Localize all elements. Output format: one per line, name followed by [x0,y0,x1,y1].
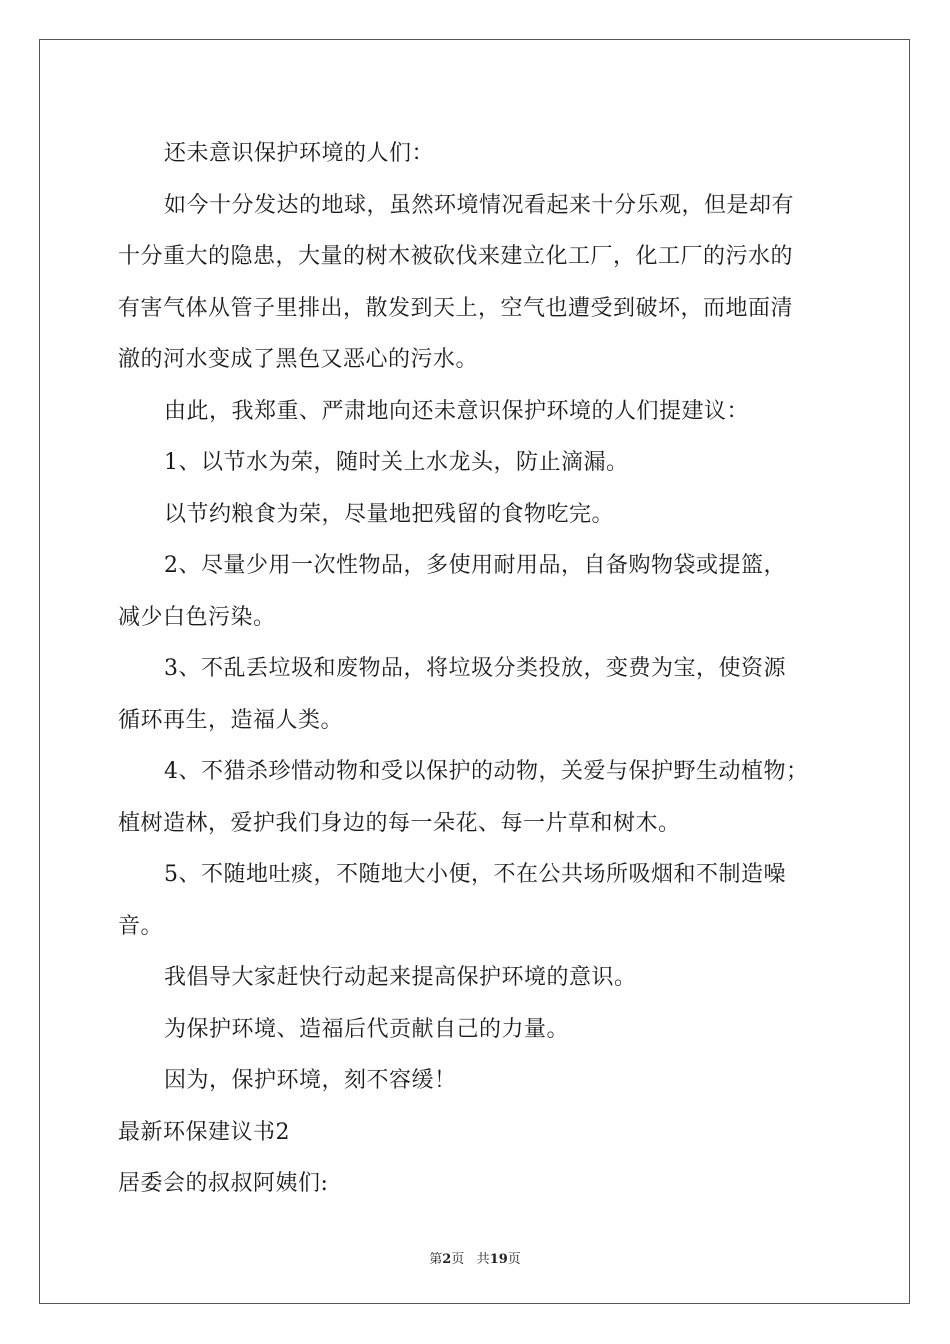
page-footer [0,1248,950,1267]
paragraph-line: 因为，保护环境，刻不容缓！ [164,1068,457,1093]
footer-page-suffix: 页 [451,1252,465,1267]
paragraph-line: 植树造林，爱护我们身边的每一朵花、每一片草和树木。 [118,810,681,836]
paragraph-line: 由此，我郑重、严肃地向还未意识保护环境的人们提建议： [164,398,750,424]
paragraph-line: 为保护环境、造福后代贡献自己的力量。 [164,1016,570,1042]
paragraph-line: 澈的河水变成了黑色又恶心的污水。 [118,347,479,372]
line-salutation-2: 居委会的叔叔阿姨们: [118,1171,329,1196]
footer-prefix: 第 [429,1252,443,1267]
paragraph-line: 十分重大的隐患，大量的树木被砍伐来建立化工厂，化工厂的污水的 [118,244,794,269]
footer-total-prefix: 共 [476,1252,490,1267]
line-salutation: 还未意识保护环境的人们： [164,141,435,166]
footer-total-suffix: 页 [507,1252,521,1267]
paragraph-line: 有害气体从管子里排出，散发到天上，空气也遭受到破坏，而地面清 [118,295,794,321]
paragraph-line: 如今十分发达的地球，虽然环境情况看起来十分乐观，但是却有 [164,192,795,218]
section-heading: 最新环保建议书2 [118,1119,290,1145]
footer-current-page: 2 [442,1252,452,1267]
document-body [118,128,838,1210]
paragraph-line: 减少白色污染。 [118,604,276,630]
list-item-5: 5、不随地吐痰，不随地大小便，不在公共场所吸烟和不制造噪 [164,862,786,887]
list-item-4: 4、不猎杀珍惜动物和受以保护的动物，关爱与保护野生动植物； [164,759,809,784]
list-item-1: 1、以节水为荣，随时关上水龙头，防止滴漏。 [164,450,629,475]
list-item-3: 3、不乱丢垃圾和废物品，将垃圾分类投放，变费为宝，使资源 [164,656,786,681]
footer-total-pages: 19 [489,1252,508,1267]
paragraph-line: 循环再生，造福人类。 [118,707,344,733]
paragraph-line: 我倡导大家赶快行动起来提高保护环境的意识。 [164,965,637,990]
paragraph-line: 音。 [118,913,164,939]
paragraph-line: 以节约粮食为荣，尽量地把残留的食物吃完。 [164,501,615,527]
list-item-2: 2、尽量少用一次性物品，多使用耐用品，自备购物袋或提篮， [164,553,786,578]
